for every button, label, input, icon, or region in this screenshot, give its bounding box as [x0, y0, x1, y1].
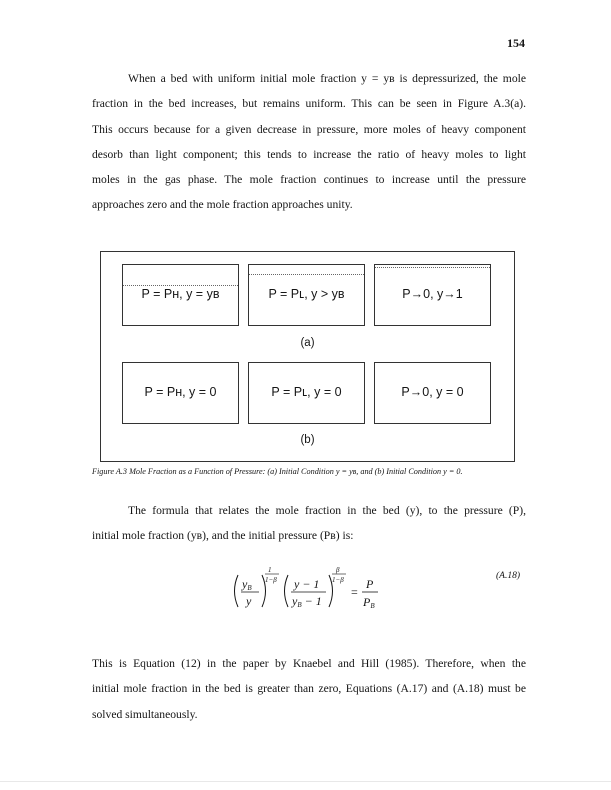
text-line: fraction in the bed increases, but remains uniform. This can be seen in Figure A.3(a). [92, 97, 526, 111]
bed-state-label: P = Pʟ, y = 0 [271, 385, 342, 399]
text-line: initial mole fraction in the bed is greater than zero, Equations (A.17) and (A.18) must be [92, 682, 526, 696]
text-line: desorb than light component; this tends to increase the ratio of heavy moles to light [92, 147, 526, 161]
figure-a3-diagram [100, 251, 515, 462]
bed-state-label: P→0, y = 0 [401, 385, 464, 399]
yB-minus-1-denominator: yB − 1 [292, 594, 322, 609]
left-paren [235, 575, 239, 607]
bed-state-label: P→0, y→1 [402, 287, 463, 301]
paragraph-conclusion [92, 651, 526, 727]
left-paren-2 [285, 575, 289, 607]
bed-state-label: P = Pʟ, y > yʙ [268, 287, 345, 301]
text-line: This is Equation (12) in the paper by Knaebel and Hill (1985). Therefore, when the [92, 657, 526, 670]
equation-a18 [228, 561, 428, 617]
subfigure-label-b: (b) [300, 434, 315, 446]
y-minus-1-numerator: y − 1 [294, 577, 320, 591]
mole-fraction-level-line [123, 285, 238, 286]
PB-denominator: PB [363, 595, 375, 610]
text-line: solved simultaneously. [92, 707, 198, 721]
bed-state-label: P = Pʜ, y = 0 [144, 385, 217, 399]
bed-state-label: P = Pʜ, y = yʙ [141, 287, 220, 301]
equation-number: (A.18) [496, 571, 521, 581]
yB-numerator: yB [242, 577, 252, 592]
bed-box-intermediate-a [248, 264, 365, 326]
page-number: 154 [507, 36, 525, 50]
text-line: initial mole fraction (yʙ), and the initial pressure (Pʙ) is: [92, 529, 354, 543]
equals-sign: = [351, 585, 358, 599]
figure-caption: Figure A.3 Mole Fraction as a Function of Pressure: (a) Initial Condition y = yʙ, and (b) Initial Condition y = 0. [92, 467, 463, 476]
exponent1-numerator: 1 [268, 566, 272, 574]
paragraph-formula-intro [92, 498, 526, 549]
exponent1-denominator: 1−β [265, 576, 277, 584]
page-bottom-edge [0, 781, 611, 782]
paragraph-depressurization [92, 66, 526, 218]
P-numerator: P [366, 577, 374, 591]
y-denominator: y [246, 594, 252, 608]
bed-box-intermediate-b [248, 362, 365, 424]
exponent2-numerator: β [336, 566, 340, 574]
mole-fraction-level-line [249, 274, 364, 275]
text-line: This occurs because for a given decrease in pressure, more moles of heavy component [92, 122, 526, 136]
text-line: When a bed with uniform initial mole fraction y = yʙ is depressurized, the mole [128, 72, 526, 85]
text-line: The formula that relates the mole fraction in the bed (y), to the pressure (P), [128, 504, 526, 517]
text-line: moles in the gas phase. The mole fraction continues to increase until the pressure [92, 173, 526, 187]
text-line: approaches zero and the mole fraction approaches unity. [92, 198, 353, 212]
bed-box-final-a [374, 264, 491, 326]
subfigure-label-a: (a) [300, 337, 315, 349]
bed-box-final-b [374, 362, 491, 424]
bed-box-initial-b [122, 362, 239, 424]
bed-box-initial-a [122, 264, 239, 326]
mole-fraction-level-line [375, 267, 490, 268]
exponent2-denominator: 1−β [332, 576, 344, 584]
